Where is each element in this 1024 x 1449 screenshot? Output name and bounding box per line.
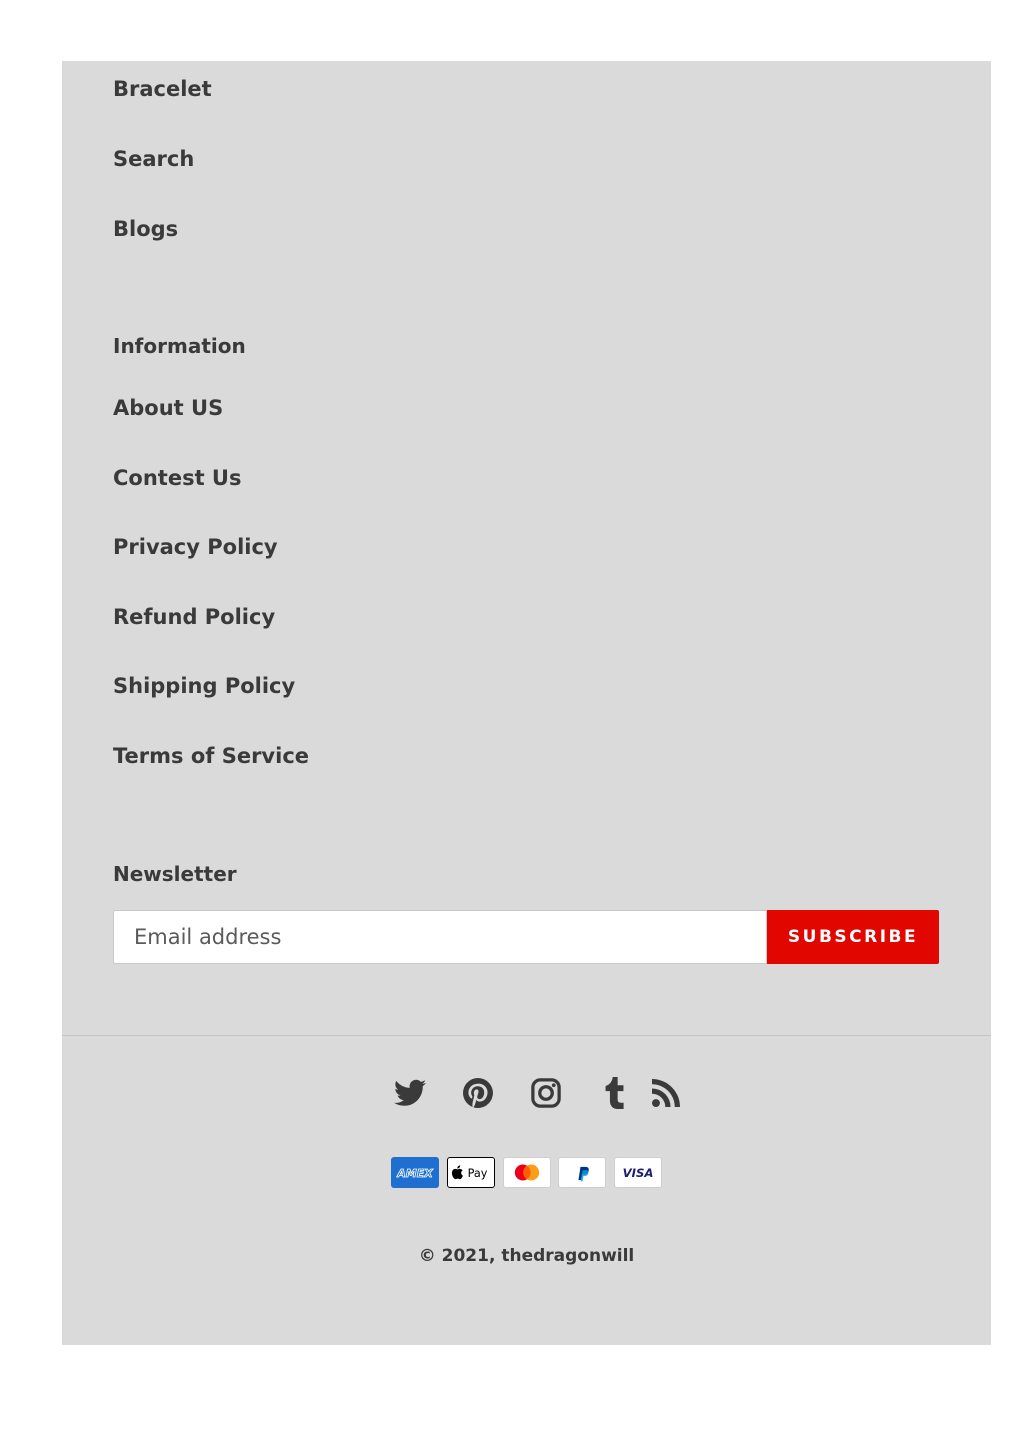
tumblr-link[interactable] — [594, 1073, 634, 1113]
newsletter-heading: Newsletter — [113, 862, 237, 886]
paypal-icon — [558, 1157, 606, 1188]
email-input[interactable] — [113, 910, 767, 964]
pinterest-link[interactable] — [458, 1073, 498, 1113]
footer-link-about-us[interactable]: About US — [113, 396, 224, 420]
apple-pay-icon — [447, 1157, 495, 1188]
instagram-icon — [531, 1078, 561, 1108]
mastercard-icon — [503, 1157, 551, 1188]
footer-link-shipping-policy[interactable]: Shipping Policy — [113, 674, 296, 698]
footer-link-refund-policy[interactable]: Refund Policy — [113, 605, 276, 629]
apple-pay-label: Pay — [467, 1167, 488, 1181]
visa-icon — [614, 1157, 662, 1188]
copyright-text: © 2021, thedragonwill — [418, 1246, 635, 1266]
information-heading: Information — [113, 334, 246, 358]
footer-link-privacy-policy[interactable]: Privacy Policy — [113, 535, 278, 559]
twitter-icon — [394, 1079, 426, 1107]
twitter-link[interactable] — [390, 1073, 430, 1113]
subscribe-button[interactable]: SUBSCRIBE — [767, 910, 939, 964]
footer-divider — [62, 1035, 991, 1036]
footer-link-contest-us[interactable]: Contest Us — [113, 466, 242, 490]
rss-icon — [652, 1079, 680, 1107]
newsletter-form — [113, 910, 939, 964]
footer-link-bracelet[interactable]: Bracelet — [113, 77, 212, 101]
visa-label: VISA — [622, 1166, 654, 1181]
site-footer — [62, 61, 991, 1345]
pinterest-icon — [463, 1078, 493, 1108]
footer-link-blogs[interactable]: Blogs — [113, 217, 179, 241]
rss-link[interactable] — [646, 1073, 686, 1113]
amex-label: AMEX — [397, 1167, 433, 1180]
instagram-link[interactable] — [526, 1073, 566, 1113]
footer-link-terms-of-service[interactable]: Terms of Service — [113, 744, 310, 768]
tumblr-icon — [603, 1077, 625, 1109]
amex-icon — [391, 1157, 439, 1188]
footer-link-search[interactable]: Search — [113, 147, 195, 171]
